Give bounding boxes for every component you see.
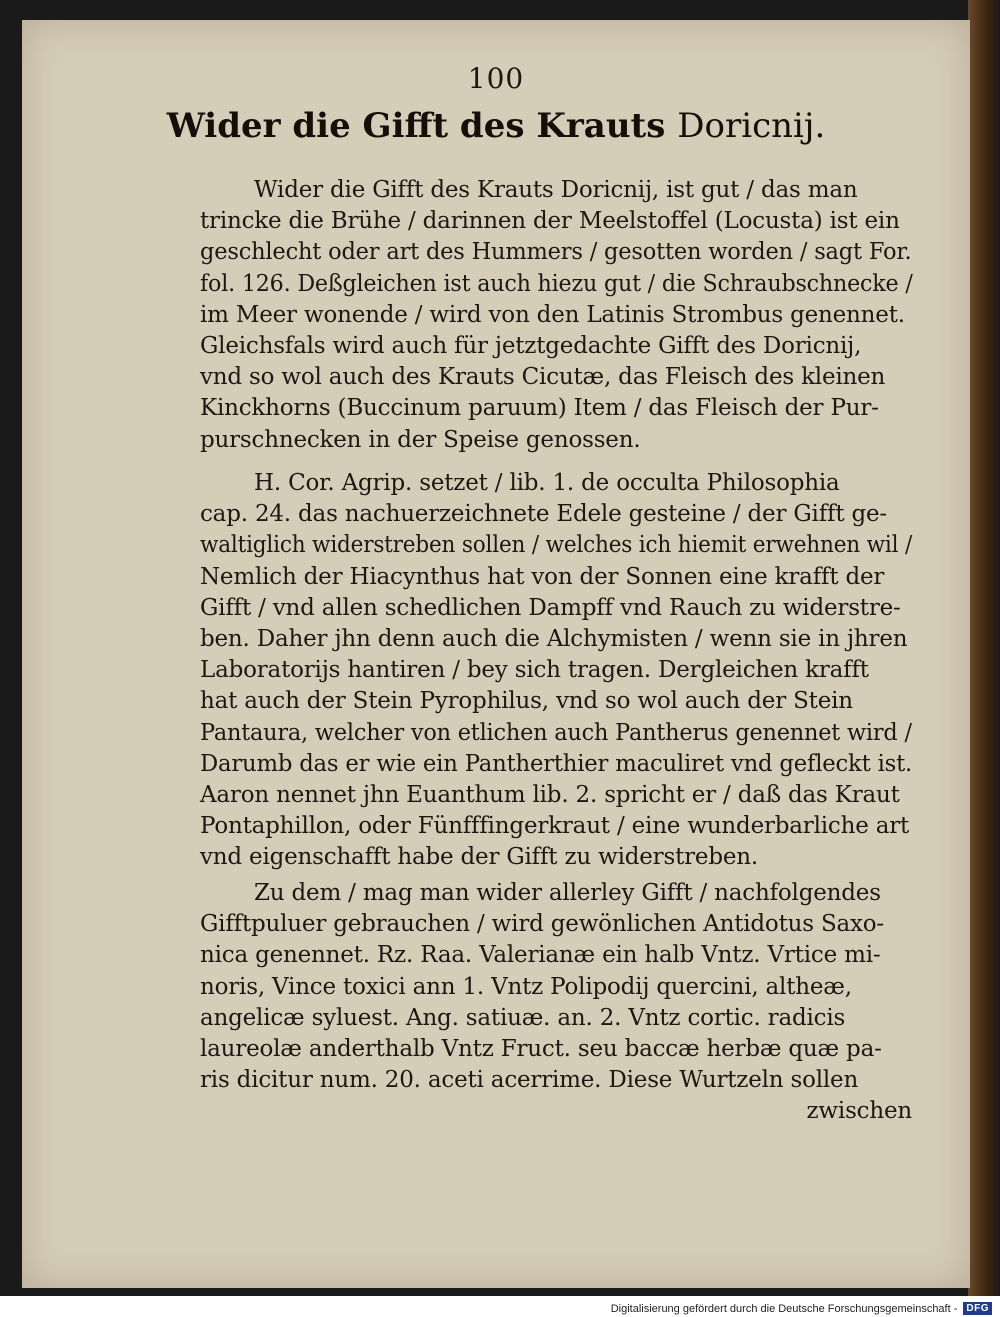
text-line: trincke die Brühe / darinnen der Meelstoffel (Locusta) ist ein	[200, 208, 900, 235]
text-line: Wider die Gifft des Krauts Doricnij, ist gut / das man	[254, 177, 858, 203]
text-line: zwischen	[806, 1098, 912, 1125]
heading-fraktur: Wider die Gifft des Krauts	[166, 106, 666, 146]
text-line: fol. 126. Deßgleichen ist auch hiezu gut / die Schraubschnecke /	[200, 270, 913, 297]
text-line: Gifftpuluer gebrauchen / wird gewönlichen Antidotus Saxo-	[200, 911, 885, 938]
text-line: nica genennet. Rz. Raa. Valerianæ ein halb Vntz. Vrtice mi-	[200, 942, 881, 969]
text-line: Laboratorijs hantiren / bey sich tragen. Dergleichen krafft	[200, 657, 869, 684]
text-line: waltiglich widerstreben sollen / welches ich hiemit erwehnen wil /	[200, 532, 913, 559]
heading-latin: Doricnij.	[677, 106, 826, 146]
text-line: noris, Vince toxici ann 1. Vntz Polipodij quercini, altheæ,	[200, 973, 852, 1000]
text-line: hat auch der Stein Pyrophilus, vnd so wol auch der Stein	[200, 688, 853, 715]
text-line: Pantaura, welcher von etlichen auch Pantherus genennet wird /	[200, 719, 912, 746]
text-line: laureolæ anderthalb Vntz Fruct. seu baccæ herbæ quæ pa-	[200, 1036, 882, 1062]
text-line: vnd so wol auch des Krauts Cicutæ, das Fleisch des kleinen	[200, 364, 886, 391]
text-line: ris dicitur num. 20. aceti acerrime. Diese Wurtzeln sollen	[200, 1067, 859, 1094]
text-line: Kinckhorns (Buccinum paruum) Item / das Fleisch der Pur-	[200, 395, 879, 422]
text-line: Aaron nennet jhn Euanthum lib. 2. spricht er / daß das Kraut	[200, 782, 900, 808]
book-page	[22, 20, 970, 1288]
text-line: vnd eigenschafft habe der Gifft zu widerstreben.	[200, 844, 758, 871]
text-line: geschlecht oder art des Hummers / gesotten worden / sagt For.	[200, 239, 912, 266]
page-heading	[22, 106, 970, 146]
text-line: im Meer wonende / wird von den Latinis Strombus genennet.	[200, 301, 905, 328]
footer-credit	[611, 1302, 992, 1315]
text-line: Zu dem / mag man wider allerley Gifft / nachfolgendes	[254, 880, 881, 906]
text-line: Darumb das er wie ein Pantherthier maculiret vnd gefleckt ist.	[200, 750, 913, 777]
dfg-logo: DFG	[963, 1302, 992, 1315]
text-line: cap. 24. das nachuerzeichnete Edele gesteine / der Gifft ge-	[200, 501, 887, 528]
text-line: Nemlich der Hiacynthus hat von der Sonnen eine krafft der	[200, 563, 885, 590]
text-line: Gleichsfals wird auch für jetztgedachte Gifft des Doricnij,	[200, 333, 862, 359]
page-number: 100	[467, 62, 525, 95]
footer-text: Digitalisierung gefördert durch die Deutsche Forschungsgemeinschaft -	[610, 1302, 958, 1315]
text-line: H. Cor. Agrip. setzet / lib. 1. de occulta Philosophia	[254, 470, 840, 496]
text-line: ben. Daher jhn denn auch die Alchymisten / wenn sie in jhren	[200, 626, 908, 652]
text-line: purschnecken in der Speise genossen.	[200, 426, 641, 453]
text-line: Gifft / vnd allen schedlichen Dampff vnd Rauch zu widerstre-	[200, 594, 901, 621]
book-spine-edge	[968, 0, 1000, 1296]
text-line: Pontaphillon, oder Fünfffingerkraut / eine wunderbarliche art	[200, 813, 910, 840]
text-line: angelicæ syluest. Ang. satiuæ. an. 2. Vntz cortic. radicis	[200, 1004, 846, 1031]
